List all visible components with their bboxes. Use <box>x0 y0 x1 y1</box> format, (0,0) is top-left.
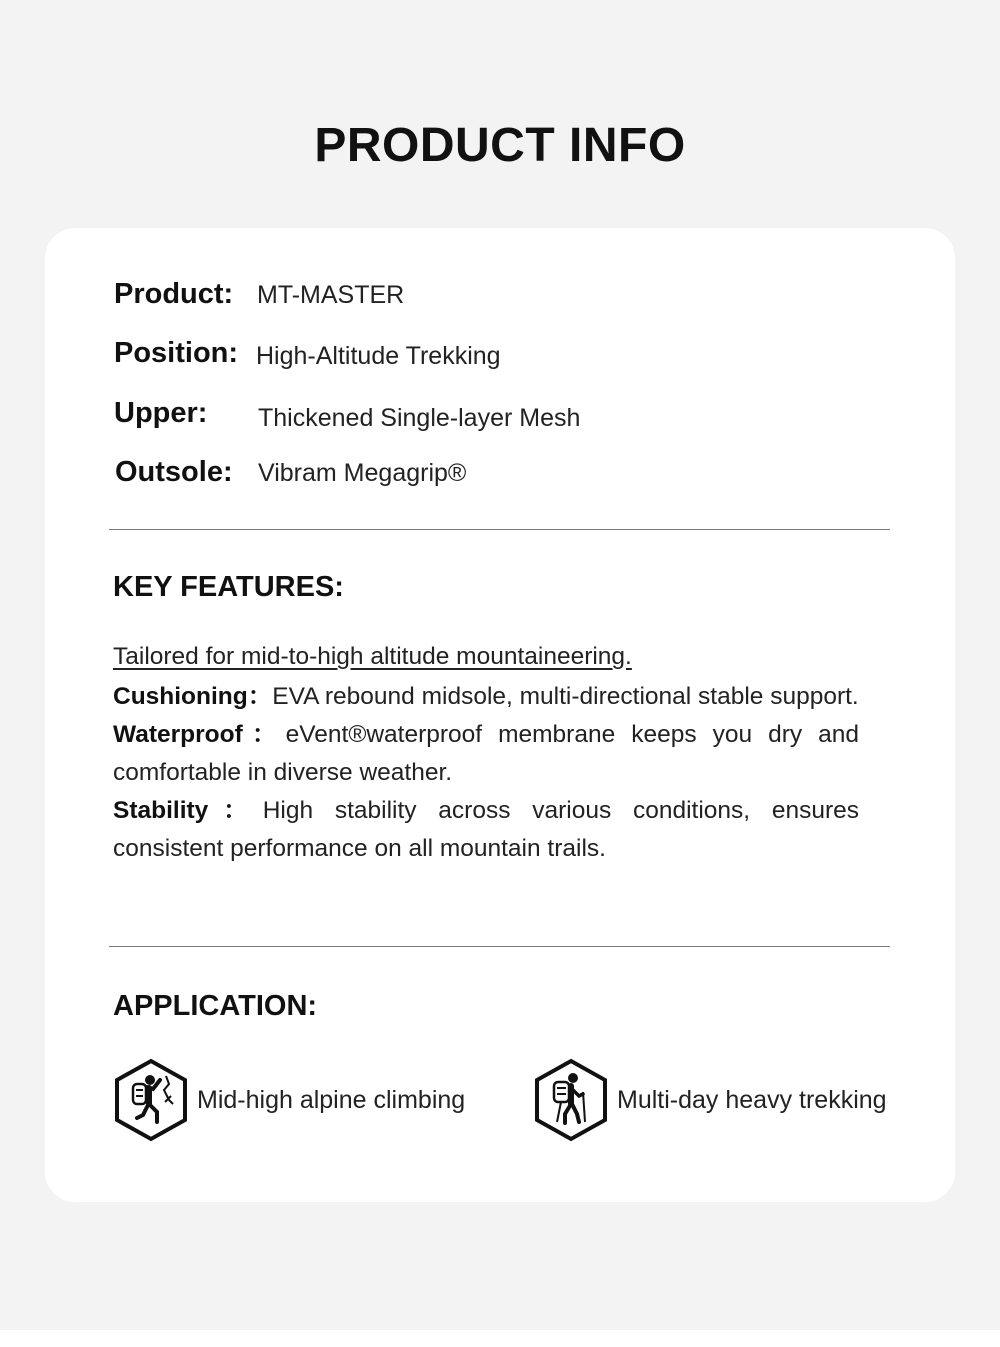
key-features-list <box>113 638 859 868</box>
alpine-climber-icon <box>113 1058 189 1142</box>
feature-cushioning <box>113 678 859 716</box>
page-title: PRODUCT INFO <box>314 119 686 172</box>
key-features-heading: KEY FEATURES: <box>113 571 344 603</box>
spec-label-position: Position: <box>114 337 239 369</box>
product-info-card <box>45 228 955 1202</box>
features-tagline: Tailored for mid-to-high altitude mountaineering. <box>113 643 632 670</box>
application-item <box>113 1058 465 1142</box>
feature-text-waterproof: eVent®waterproof membrane keeps you dry and comfortable in diverse weather. <box>113 721 859 786</box>
feature-stability <box>113 792 859 868</box>
spec-value-product: MT-MASTER <box>257 281 405 309</box>
feature-text-cushioning: EVA rebound midsole, multi-directional stable support. <box>272 683 859 710</box>
feature-label-cushioning: Cushioning： <box>113 683 273 710</box>
spec-value-position: High-Altitude Trekking <box>256 342 501 370</box>
divider <box>109 946 890 947</box>
feature-waterproof <box>113 716 859 792</box>
spec-label-product: Product: <box>114 278 234 310</box>
spec-label-outsole: Outsole: <box>115 456 233 488</box>
hiker-trekking-icon <box>533 1058 609 1142</box>
spec-value-outsole: Vibram Megagrip® <box>258 459 467 487</box>
bottom-strip <box>0 1330 1000 1347</box>
application-label: Multi-day heavy trekking <box>617 1085 887 1114</box>
application-item <box>533 1058 887 1142</box>
feature-text-stability: High stability across various conditions, ensures consistent performance on all mountain trails. <box>113 797 860 862</box>
application-heading: APPLICATION: <box>113 990 318 1022</box>
spec-value-upper: Thickened Single-layer Mesh <box>258 404 581 432</box>
application-label: Mid-high alpine climbing <box>197 1085 466 1114</box>
feature-label-waterproof: Waterproof： <box>113 721 286 748</box>
divider <box>109 529 890 530</box>
spec-label-upper: Upper: <box>114 397 208 429</box>
feature-label-stability: Stability： <box>113 797 263 824</box>
